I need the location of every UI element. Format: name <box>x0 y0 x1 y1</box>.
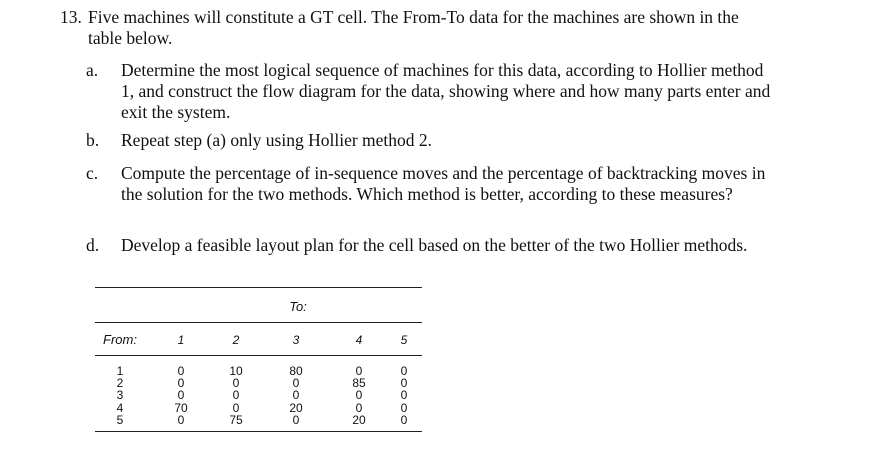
part-label: a. <box>86 60 99 80</box>
from-label: From: <box>103 332 137 347</box>
problem-intro: Five machines will constitute a GT cell. The From-To data for the machines are shown in the table below. <box>88 7 739 48</box>
table-cell: 0 <box>177 388 185 403</box>
table-cell: 0 <box>232 388 240 403</box>
table-cell: 80 <box>289 364 303 378</box>
part-label: c. <box>86 163 99 183</box>
table-cell: 0 <box>355 400 363 415</box>
from-to-table <box>95 285 422 460</box>
table-cell: 0 <box>177 376 185 391</box>
table-cell: 0 <box>177 412 185 427</box>
table-cell: 0 <box>177 364 185 378</box>
table-header-rule <box>95 322 422 323</box>
table-cell: 20 <box>289 400 303 415</box>
table-cell: 0 <box>400 400 408 415</box>
column-header: 3 <box>292 333 300 347</box>
row-labels <box>112 365 128 426</box>
problem-number: 13. <box>60 7 82 27</box>
table-cell: 0 <box>400 388 408 403</box>
column-header: 4 <box>355 333 363 347</box>
table-cell: 0 <box>292 412 300 427</box>
row-label: 4 <box>116 400 124 415</box>
column-header: 1 <box>177 333 185 347</box>
table-cell: 0 <box>292 376 300 391</box>
data-column-3 <box>281 365 311 426</box>
to-label: To: <box>289 299 307 314</box>
data-column-4 <box>344 365 374 426</box>
table-body-rule <box>95 355 422 356</box>
row-label: 1 <box>116 364 124 378</box>
table-cell: 0 <box>355 388 363 403</box>
table-cell: 0 <box>232 400 240 415</box>
table-cell: 85 <box>352 376 366 391</box>
row-label: 2 <box>116 376 124 391</box>
row-label: 3 <box>116 388 124 403</box>
table-top-rule <box>95 287 422 288</box>
table-cell: 0 <box>232 376 240 391</box>
data-column-5 <box>389 365 419 426</box>
table-cell: 0 <box>355 364 363 378</box>
data-column-1 <box>166 365 196 426</box>
part-text: Determine the most logical sequence of machines for this data, according to Hollier method 1, and construct the flow diagram for the data, showing where and how many parts enter and exit the system. <box>121 60 771 122</box>
data-column-2 <box>221 365 251 426</box>
table-cell: 70 <box>174 400 188 415</box>
table-cell: 10 <box>229 364 243 378</box>
part-label: d. <box>86 235 100 255</box>
part-label: b. <box>86 130 100 150</box>
table-bottom-rule <box>95 431 422 432</box>
table-cell: 0 <box>400 364 408 378</box>
column-header: 5 <box>400 333 408 347</box>
table-cell: 0 <box>400 412 408 427</box>
table-cell: 0 <box>292 388 300 403</box>
part-text: Compute the percentage of in-sequence moves and the percentage of backtracking moves in the solution for the two methods. Which method is better, according to these measures? <box>121 163 766 204</box>
table-cell: 20 <box>352 412 366 427</box>
part-text: Develop a feasible layout plan for the cell based on the better of the two Hollier methods. <box>121 235 748 255</box>
part-text: Repeat step (a) only using Hollier method 2. <box>121 130 433 150</box>
row-label: 5 <box>116 412 124 427</box>
column-header: 2 <box>232 333 240 347</box>
table-cell: 75 <box>229 412 243 427</box>
table-cell: 0 <box>400 376 408 391</box>
